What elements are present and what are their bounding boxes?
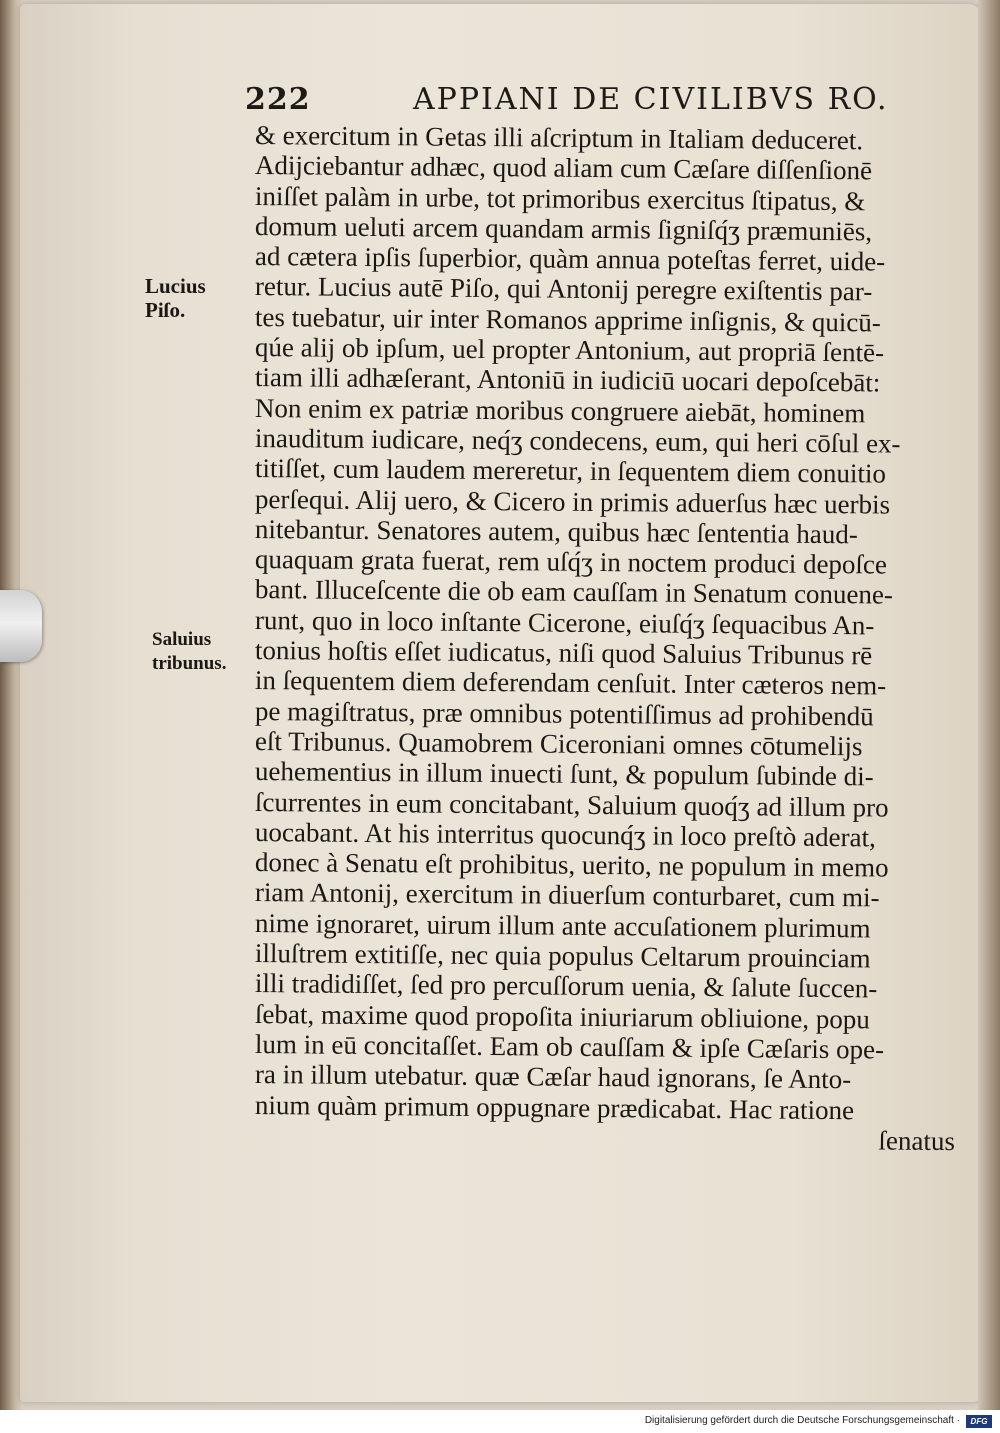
text-line: ſebat, maxime quod propoſita iniuriarum obliuione, popu <box>254 998 870 1034</box>
text-line: ſcurrentes in eum concitabant, Saluium quoq́ʒ ad illum pro <box>254 786 889 823</box>
funding-credit: Digitalisierung gefördert durch die Deutsche Forschungsgemeinschaft · <box>644 1415 960 1426</box>
text-line: nium quàm primum oppugnare prædicabat. Hac ratione <box>254 1089 855 1125</box>
text-line: Non enim ex patriæ moribus congruere aiebāt, hominem <box>254 392 866 428</box>
text-line: uehementius in illum inuecti ſunt, & populum ſubinde di- <box>254 756 874 792</box>
text-line: tes tuebatur, uir inter Romanos apprime inſignis, & quicū- <box>254 301 881 338</box>
marginal-note-line: tribunus. <box>152 653 227 674</box>
page-number: 222 <box>245 82 311 117</box>
dfg-logo[interactable]: DFG <box>966 1415 992 1428</box>
text-line: nime ignoraret, uirum illum ante accuſationem plurimum <box>254 907 871 944</box>
text-line: lum in eū concitaſſet. Eam ob cauſſam & ipſe Cæſaris ope- <box>254 1028 885 1065</box>
text-line: uocabant. At his interritus quocunq́ʒ in loco preſtò aderat, <box>254 816 876 853</box>
text-line: perſequi. Alij uero, & Cicero in primis aduerſus hæc uerbis <box>254 483 891 520</box>
text-line: runt, quo in loco inſtante Cicerone, eiuſq́ʒ ſequacibus An- <box>254 604 875 641</box>
text-line: inauditum iudicare, neq́ʒ condecens, eum, qui heri cōſul ex- <box>254 422 901 459</box>
text-line: riam Antonij, exercitum in diuerſum conturbaret, cum mi- <box>254 877 880 913</box>
text-line: bant. Illuceſcente die ob eam cauſſam in Senatum conuene- <box>254 574 894 611</box>
marginal-note-line: Saluius <box>152 629 212 650</box>
marginal-note-line: Piſo. <box>145 298 186 322</box>
text-line: nitebantur. Senatores autem, quibus hæc ſententia haud- <box>254 513 858 550</box>
text-line: ra in illum utebatur. quæ Cæſar haud ignorans, ſe Anto- <box>254 1059 852 1095</box>
running-title: APPIANI DE CIVILIBVS RO. <box>413 82 889 117</box>
marginal-note-saluius-tribunus <box>152 628 226 676</box>
running-head <box>245 82 889 122</box>
text-line: illi tradidiſſet, ſed pro percuſſorum uenia, & ſalute ſuccen- <box>254 968 878 1004</box>
text-line: domum ueluti arcem quandam armis ſigniſq́ʒ præmuniēs, <box>254 210 873 247</box>
marginal-note-line: Lucius <box>145 274 206 298</box>
text-line: Adijciebantur adhæc, quod aliam cum Cæſare diſſenſionē <box>254 150 873 186</box>
page-clip <box>0 590 42 662</box>
main-text-block <box>254 120 956 1156</box>
marginal-note-lucius-piso <box>145 274 206 322</box>
text-line: ad cætera ipſis ſuperbior, quàm annua poteſtas ferret, uide- <box>254 241 886 277</box>
catchword: ſenatus <box>878 1125 956 1156</box>
text-line: & exercitum in Getas illi aſcriptum in Italiam deduceret. <box>254 120 864 156</box>
text-line: quaquam grata fuerat, rem uſq́ʒ in noctem produci depoſce <box>254 544 888 580</box>
text-line: iniſſet palàm in urbe, tot primoribus exercitus ſtipatus, & <box>254 180 866 216</box>
digitization-footer <box>0 1412 1000 1433</box>
text-line: donec à Senatu eſt prohibitus, uerito, ne populum in memo <box>254 847 889 883</box>
text-line: tiam illi adhæſerant, Antoniū in iudiciū uocari depoſcebāt: <box>254 362 881 398</box>
text-line: tonius hoſtis eſſet iudicatus, niſi quod Saluius Tribunus rē <box>254 635 873 671</box>
text-line: pe magiſtratus, præ omnibus potentiſſimus ad prohibendū <box>254 695 874 732</box>
text-line: retur. Lucius autē Piſo, qui Antonij peregre exiſtentis par- <box>254 271 873 307</box>
text-line: eſt Tribunus. Quamobrem Ciceroniani omnes cōtumelijs <box>254 725 863 762</box>
left-page-edge <box>0 0 22 1410</box>
text-line: titiſſet, cum laudem mereretur, in ſequentem diem conuitio <box>254 453 887 489</box>
text-line: illuſtrem extitiſſe, nec quia populus Celtarum prouinciam <box>254 938 871 974</box>
text-line: qúe alij ob ipſum, uel propter Antonium, aut propriā ſentē- <box>254 332 885 368</box>
right-page-edge <box>978 0 1000 1410</box>
text-line: in ſequentem diem deferendam cenſuit. Inter cæteros nem- <box>254 665 887 701</box>
